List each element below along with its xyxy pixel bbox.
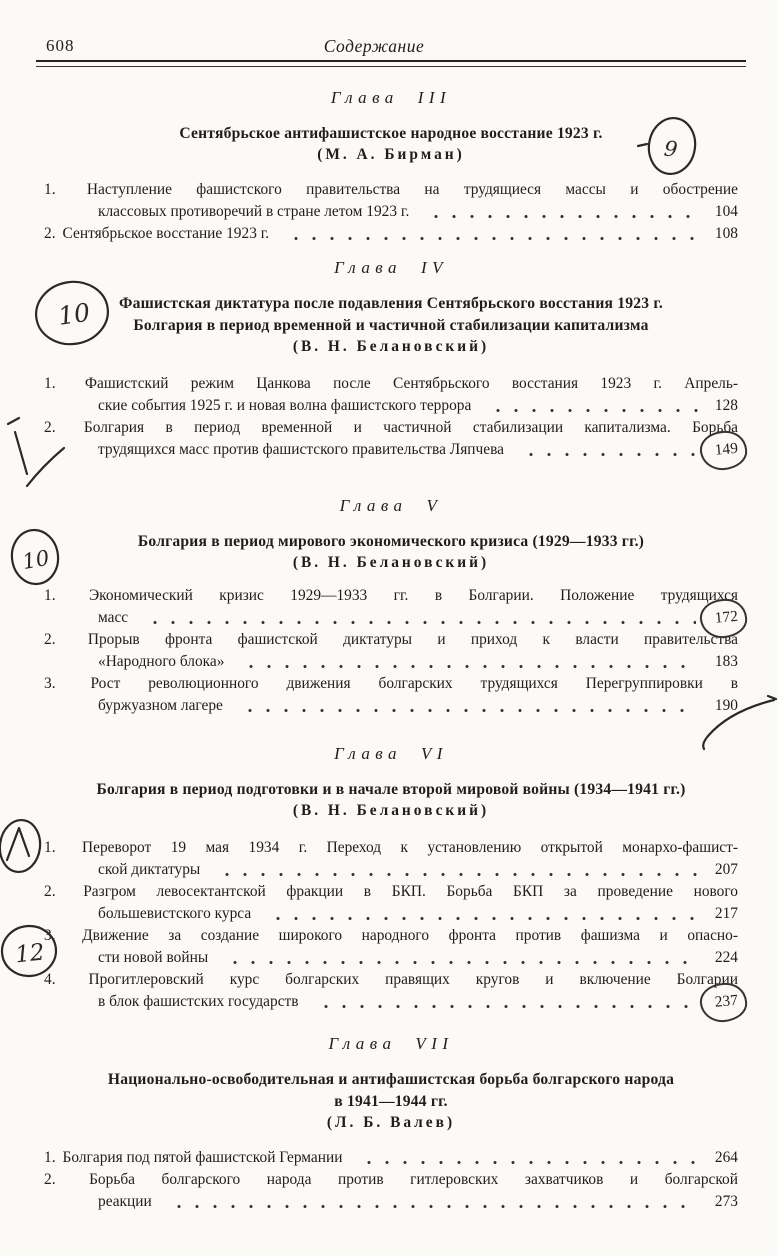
entry-page-number-circled: 149 [698, 429, 748, 472]
entry-text-line [44, 1191, 738, 1213]
entry-number: 1. [44, 1149, 56, 1166]
entry-text-line [44, 179, 738, 201]
entry-number: 1. [44, 839, 56, 856]
entry-text: «Народного блока» [98, 653, 225, 670]
chapter-author: (Л. Б. Валев) [326, 1114, 456, 1131]
entry-page-number: 264 [714, 1149, 738, 1166]
dot-leader [212, 870, 698, 879]
entry-number: 3. [44, 927, 56, 944]
chapter-heading: Глава V [339, 496, 443, 515]
toc-entry [44, 629, 738, 673]
dot-leader [235, 706, 698, 715]
entry-text-line [44, 395, 738, 417]
dot-leader [140, 618, 696, 627]
entry-text: сти новой войны [98, 949, 209, 966]
chapter-title-line: в 1941—1944 гг. [334, 1093, 448, 1110]
toc-entry [44, 925, 738, 969]
entry-page-number: 128 [714, 397, 738, 414]
dot-leader [516, 450, 696, 459]
chapter-title-line: Болгария в период подготовки и в начале второй мировой войны (1934—1941 гг.) [96, 781, 686, 798]
toc-items [44, 837, 738, 1013]
entry-text: Переворот 19 мая 1934 г. Переход к установлению открытой монархо-фашист- [82, 839, 738, 856]
entry-text: большевистского курса [98, 905, 252, 922]
entry-text-line [44, 925, 738, 947]
chapter-title-line: Болгария в период временной и частичной стабилизации капитализма [133, 317, 649, 334]
header-double-rule [36, 60, 746, 67]
dot-leader [281, 234, 698, 243]
chapter-author: (М. А. Бирман) [317, 146, 465, 163]
entry-page-number: 108 [714, 225, 738, 242]
entry-text: в блок фашистских государств [98, 993, 299, 1010]
annotation-number: 10 [56, 297, 92, 331]
chapter-section-7 [44, 1034, 738, 1213]
entry-text-line [44, 859, 738, 881]
entry-text-line [44, 373, 738, 395]
entry-page-number: 104 [714, 203, 738, 220]
entry-number: 2. [44, 225, 56, 242]
annotation-number: 9 [662, 136, 679, 162]
chapter-heading: Глава VII [328, 1034, 454, 1053]
entry-text: реакции [98, 1193, 152, 1210]
dot-leader [220, 958, 698, 967]
entry-text: Борьба болгарского народа против гитлеровских захватчиков и болгарской [89, 1171, 738, 1188]
entry-text-line [44, 673, 738, 695]
entry-page-number: 183 [714, 653, 738, 670]
toc-entry [44, 673, 738, 717]
chapter-heading: Глава III [330, 88, 452, 107]
entry-text: ские события 1925 г. и новая волна фашистского террора [98, 397, 472, 414]
entry-text-line [44, 201, 738, 223]
entry-text: Прогитлеровский курс болгарских правящих кругов и включение Болгарии [88, 971, 738, 988]
entry-page-number: 217 [714, 905, 738, 922]
running-head-title: Содержание [323, 36, 425, 56]
entry-page-number: 273 [714, 1193, 738, 1210]
entry-text-line [44, 439, 738, 461]
toc-entry [44, 1169, 738, 1213]
entry-text: Движение за создание широкого народного фронта против фашизма и опасно- [82, 927, 738, 944]
chapter-heading: Глава IV [334, 258, 448, 277]
toc-entry [44, 417, 738, 461]
dot-leader [421, 212, 698, 221]
entry-page-number: 207 [714, 861, 738, 878]
dot-leader [236, 662, 698, 671]
chapter-author: (В. Н. Белановский) [292, 802, 490, 819]
toc-entry [44, 969, 738, 1013]
entry-text: Болгария под пятой фашистской Германии [62, 1149, 343, 1166]
entry-text-line [44, 223, 738, 245]
entry-text: Рост революционного движения болгарских трудящихся Перегруппировки в [90, 675, 738, 692]
entry-text-line [44, 969, 738, 991]
chapter-author: (В. Н. Белановский) [292, 338, 490, 355]
toc-items [44, 179, 738, 245]
entry-text-line [44, 881, 738, 903]
circle-stroke [0, 818, 43, 874]
entry-text-line [44, 947, 738, 969]
pen-stroke [7, 828, 29, 860]
toc-items [44, 1147, 738, 1213]
entry-page-number-circled: 237 [698, 981, 748, 1024]
chapter-author: (В. Н. Белановский) [292, 554, 490, 571]
entry-text: Сентябрьское восстание 1923 г. [62, 225, 270, 242]
entry-text-line [44, 837, 738, 859]
dot-leader [483, 406, 698, 415]
entry-text: Фашистский режим Цанкова после Сентябрьского восстания 1923 г. Апрель- [84, 375, 738, 392]
dot-leader [311, 1002, 696, 1011]
entry-text-line [44, 629, 738, 651]
entry-number: 1. [44, 587, 56, 604]
page-folio-number: 608 [46, 36, 75, 55]
entry-page-number: 190 [714, 697, 738, 714]
chapter-title-line: Сентябрьское антифашистское народное восстание 1923 г. [179, 125, 603, 142]
chapter-heading: Глава VI [334, 744, 448, 763]
annotation-number: 12 [14, 939, 46, 969]
toc-entry [44, 881, 738, 925]
entry-number: 2. [44, 419, 56, 436]
entry-text-line [44, 607, 738, 629]
chapter-title-line: Национально-освободительная и антифашистская борьба болгарского народа [107, 1071, 675, 1088]
toc-entry [44, 223, 738, 245]
entry-text: буржуазном лагере [98, 697, 223, 714]
toc-entry [44, 585, 738, 629]
chapter-title-line: Болгария в период мирового экономического кризиса (1929—1933 гг.) [137, 533, 645, 550]
entry-text-line [44, 417, 738, 439]
pen-stroke [15, 432, 27, 474]
entry-number: 2. [44, 631, 56, 648]
chapter-section-6 [44, 744, 738, 1013]
entry-page-number-circled: 172 [698, 597, 748, 640]
entry-number: 2. [44, 1171, 56, 1188]
entry-number: 3. [44, 675, 56, 692]
entry-text: Болгария в период временной и частичной стабилизации капитализма. Борьба [83, 419, 738, 436]
entry-text: Наступление фашистского правительства на трудящиеся массы и обострение [86, 181, 738, 198]
entry-number: 1. [44, 181, 56, 198]
toc-items [44, 373, 738, 461]
entry-text: Прорыв фронта фашистской диктатуры и приход к власти правительства [87, 631, 738, 648]
entry-page-number: 224 [714, 949, 738, 966]
toc-entry [44, 179, 738, 223]
entry-number: 4. [44, 971, 56, 988]
entry-text-line [44, 1147, 738, 1169]
dot-leader [263, 914, 698, 923]
entry-text: ской диктатуры [98, 861, 201, 878]
handwritten-circled-1-annotation [0, 816, 44, 876]
chapter-section-5 [44, 496, 738, 717]
entry-number: 1. [44, 375, 56, 392]
annotation-number: 10 [20, 545, 52, 575]
dot-leader [354, 1158, 698, 1167]
entry-text-line [44, 695, 738, 717]
entry-text-line [44, 991, 738, 1013]
entry-text-line [44, 585, 738, 607]
pen-stroke [8, 418, 19, 424]
entry-number: 2. [44, 883, 56, 900]
toc-entry [44, 1147, 738, 1169]
chapter-title-line: Фашистская диктатура после подавления Сентябрьского восстания 1923 г. [119, 295, 663, 312]
entry-text: масс [98, 609, 129, 626]
entry-text: Экономический кризис 1929—1933 гг. в Болгарии. Положение трудящихся [88, 587, 738, 604]
entry-text-line [44, 651, 738, 673]
dot-leader [164, 1202, 698, 1211]
pen-stroke [768, 696, 776, 699]
chapter-section-4 [44, 258, 738, 461]
entry-text-line [44, 1169, 738, 1191]
entry-text: классовых противоречий в стране летом 1923 г. [98, 203, 410, 220]
toc-entry [44, 837, 738, 881]
toc-entry [44, 373, 738, 417]
entry-text: трудящихся масс против фашистского правительства Ляпчева [98, 441, 504, 458]
entry-text: Разгром левосектантской фракции в БКП. Борьба БКП за проведение нового [83, 883, 739, 900]
toc-items [44, 585, 738, 717]
chapter-section-3 [44, 88, 738, 245]
entry-text-line [44, 903, 738, 925]
